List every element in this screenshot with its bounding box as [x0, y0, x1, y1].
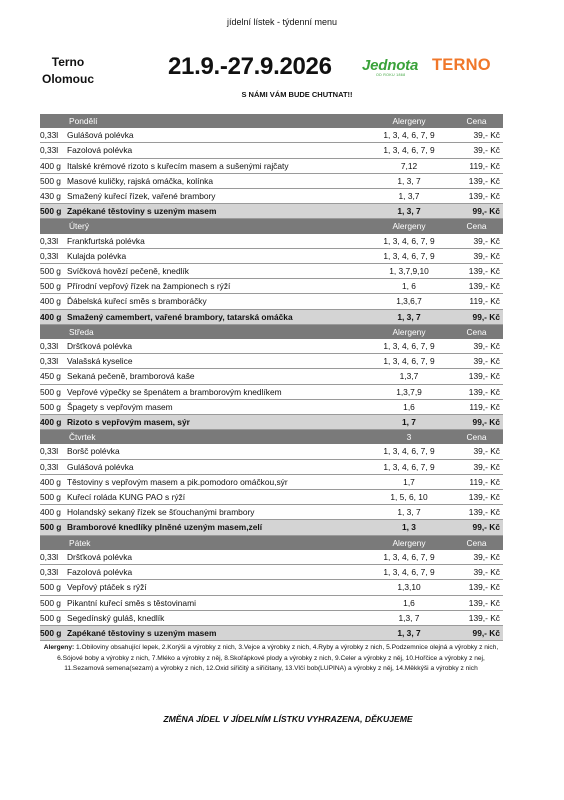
- menu-item-row: [40, 158, 503, 173]
- item-price: 39,- Kč: [453, 354, 503, 369]
- day-header-spacer: [40, 430, 67, 445]
- daily-special-row: [40, 520, 503, 535]
- item-allergens: 1, 3, 4, 6, 7, 9: [365, 444, 453, 459]
- menu-item-row: [40, 294, 503, 309]
- daily-special-row: [40, 204, 503, 219]
- special-allergens: 1, 3: [365, 520, 453, 535]
- day-header: [40, 114, 503, 128]
- item-allergens: 1,6: [365, 399, 453, 414]
- item-price: 139,- Kč: [453, 189, 503, 204]
- item-name: Holandský sekaný řízek se šťouchanými brambory: [67, 505, 365, 520]
- item-allergens: 1, 3, 4, 6, 7, 9: [365, 459, 453, 474]
- special-allergens: 1, 7: [365, 415, 453, 430]
- item-quantity: 0,33l: [40, 234, 67, 249]
- item-name: Fazolová polévka: [67, 143, 365, 158]
- special-price: 99,- Kč: [453, 625, 503, 640]
- weekly-menu-body: [40, 114, 503, 641]
- item-allergens: 1, 3, 4, 6, 7, 9: [365, 354, 453, 369]
- allergens-column-header: Alergeny: [365, 324, 453, 339]
- item-price: 39,- Kč: [453, 339, 503, 354]
- item-quantity: 430 g: [40, 189, 67, 204]
- item-name: Valašská kyselice: [67, 354, 365, 369]
- item-allergens: 1,3,7,9: [365, 384, 453, 399]
- day-name: Pátek: [67, 535, 365, 550]
- item-price: 119,- Kč: [453, 474, 503, 489]
- menu-item-row: [40, 474, 503, 489]
- day-header-spacer: [40, 324, 67, 339]
- special-allergens: 1, 3, 7: [365, 204, 453, 219]
- item-quantity: 500 g: [40, 264, 67, 279]
- daily-special-row: [40, 625, 503, 640]
- item-quantity: 0,33l: [40, 339, 67, 354]
- day-header-spacer: [40, 535, 67, 550]
- special-name: Zapékané těstoviny s uzeným masem: [67, 625, 365, 640]
- item-name: Fazolová polévka: [67, 565, 365, 580]
- item-price: 139,- Kč: [453, 279, 503, 294]
- store-name-line2: Olomouc: [41, 72, 94, 86]
- day-name: Středa: [67, 324, 365, 339]
- menu-item-row: [40, 399, 503, 414]
- item-price: 39,- Kč: [453, 444, 503, 459]
- price-column-header: Cena: [453, 114, 503, 128]
- item-allergens: 1, 3, 4, 6, 7, 9: [365, 248, 453, 263]
- jednota-logo: [362, 57, 418, 77]
- menu-item-row: [40, 189, 503, 204]
- item-price: 139,- Kč: [453, 490, 503, 505]
- item-name: Kulajda polévka: [67, 248, 365, 263]
- item-price: 39,- Kč: [453, 459, 503, 474]
- day-header-spacer: [40, 219, 67, 234]
- allergens-column-header: Alergeny: [365, 535, 453, 550]
- terno-logo: TERNO: [432, 56, 491, 74]
- special-price: 99,- Kč: [453, 520, 503, 535]
- special-quantity: 500 g: [40, 520, 67, 535]
- daily-special-row: [40, 415, 503, 430]
- item-price: 119,- Kč: [453, 158, 503, 173]
- item-quantity: 500 g: [40, 610, 67, 625]
- item-quantity: 450 g: [40, 369, 67, 384]
- item-quantity: 500 g: [40, 384, 67, 399]
- item-name: Přírodní vepřový řízek na žampionech s rýží: [67, 279, 365, 294]
- allergens-column-header: 3: [365, 430, 453, 445]
- item-allergens: 1, 3, 4, 6, 7, 9: [365, 339, 453, 354]
- item-price: 39,- Kč: [453, 234, 503, 249]
- item-quantity: 500 g: [40, 490, 67, 505]
- menu-item-row: [40, 173, 503, 188]
- special-price: 99,- Kč: [453, 309, 503, 324]
- special-price: 99,- Kč: [453, 415, 503, 430]
- item-allergens: 1, 3, 4, 6, 7, 9: [365, 234, 453, 249]
- item-name: Vepřové výpečky se špenátem a bramborovým knedlíkem: [67, 384, 365, 399]
- item-quantity: 500 g: [40, 279, 67, 294]
- item-quantity: 0,33l: [40, 248, 67, 263]
- item-quantity: 500 g: [40, 595, 67, 610]
- item-quantity: 0,33l: [40, 128, 67, 143]
- menu-dates: 21.9.-27.9.2026: [168, 53, 332, 80]
- menu-item-row: [40, 384, 503, 399]
- item-quantity: 400 g: [40, 158, 67, 173]
- item-allergens: 1,7: [365, 474, 453, 489]
- menu-item-row: [40, 610, 503, 625]
- item-name: Frankfurtská polévka: [67, 234, 365, 249]
- menu-item-row: [40, 354, 503, 369]
- item-quantity: 0,33l: [40, 354, 67, 369]
- item-allergens: 1,6: [365, 595, 453, 610]
- item-allergens: 1, 3,7,9,10: [365, 264, 453, 279]
- jednota-logo-subtext: OD ROKU 1868: [376, 73, 406, 77]
- item-allergens: 7,12: [365, 158, 453, 173]
- special-name: Smažený camembert, vařené brambory, tatarská omáčka: [67, 309, 365, 324]
- item-quantity: 500 g: [40, 580, 67, 595]
- item-allergens: 1, 3, 4, 6, 7, 9: [365, 565, 453, 580]
- item-name: Dršťková polévka: [67, 550, 365, 565]
- price-column-header: Cena: [453, 430, 503, 445]
- item-price: 119,- Kč: [453, 399, 503, 414]
- menu-item-row: [40, 264, 503, 279]
- item-name: Gulášová polévka: [67, 459, 365, 474]
- menu-item-row: [40, 490, 503, 505]
- special-allergens: 1, 3, 7: [365, 625, 453, 640]
- item-price: 139,- Kč: [453, 173, 503, 188]
- day-name: Pondělí: [67, 114, 365, 128]
- item-price: 139,- Kč: [453, 369, 503, 384]
- special-quantity: 400 g: [40, 415, 67, 430]
- daily-special-row: [40, 309, 503, 324]
- jednota-logo-text: Jednota: [362, 57, 419, 74]
- menu-item-row: [40, 128, 503, 143]
- item-name: Sekaná pečeně, bramborová kaše: [67, 369, 365, 384]
- item-allergens: 1,3,6,7: [365, 294, 453, 309]
- item-price: 119,- Kč: [453, 294, 503, 309]
- item-name: Masové kuličky, rajská omáčka, kolínka: [67, 173, 365, 188]
- menu-item-row: [40, 248, 503, 263]
- item-quantity: 0,33l: [40, 143, 67, 158]
- special-quantity: 500 g: [40, 625, 67, 640]
- item-price: 139,- Kč: [453, 505, 503, 520]
- item-quantity: 0,33l: [40, 565, 67, 580]
- item-price: 39,- Kč: [453, 128, 503, 143]
- menu-item-row: [40, 444, 503, 459]
- day-header: [40, 430, 503, 445]
- allergen-legend-text: 1.Obiloviny obsahující lepek, 2.Korýši a výrobky z nich, 3.Vejce a výrobky z nich, 4.Ryby a výrobky z nich, 5.Podzemnice olejná a výrobky z nich, 6.Sójové boby a výrobky z nich, 7.Mléko a výrobky z něj, 8.Skořápkové plody a výrobky z nich, 9.Celer a výrobky z něj, 10.Hořčice a výrobky z nej, 11.Sezamová semena(sezam) a výrobky z nich, 12.Oxid siřičitý a siřičitany, 13.Vlčí bob(LUPINA) a výrobky z něj, 14.Měkkýši a výrobky z nich: [57, 644, 499, 673]
- allergens-column-header: Alergeny: [365, 219, 453, 234]
- store-name: [38, 54, 98, 88]
- menu-item-row: [40, 565, 503, 580]
- day-name: Úterý: [67, 219, 365, 234]
- item-price: 139,- Kč: [453, 595, 503, 610]
- item-quantity: 0,33l: [40, 550, 67, 565]
- special-allergens: 1, 3, 7: [365, 309, 453, 324]
- item-allergens: 1, 3, 4, 6, 7, 9: [365, 128, 453, 143]
- item-name: Vepřový ptáček s rýží: [67, 580, 365, 595]
- item-price: 139,- Kč: [453, 384, 503, 399]
- item-quantity: 400 g: [40, 474, 67, 489]
- item-quantity: 400 g: [40, 505, 67, 520]
- item-quantity: 0,33l: [40, 459, 67, 474]
- item-allergens: 1, 3,7: [365, 189, 453, 204]
- day-header: [40, 219, 503, 234]
- item-name: Špagety s vepřovým masem: [67, 399, 365, 414]
- item-name: Smažený kuřecí řízek, vařené brambory: [67, 189, 365, 204]
- menu-item-row: [40, 279, 503, 294]
- item-name: Pikantní kuřecí směs s těstovinami: [67, 595, 365, 610]
- menu-item-row: [40, 234, 503, 249]
- item-price: 139,- Kč: [453, 264, 503, 279]
- menu-item-row: [40, 339, 503, 354]
- item-price: 39,- Kč: [453, 550, 503, 565]
- item-name: Kuřecí roláda KUNG PAO s rýží: [67, 490, 365, 505]
- day-header: [40, 324, 503, 339]
- item-price: 139,- Kč: [453, 580, 503, 595]
- special-quantity: 400 g: [40, 309, 67, 324]
- day-name: Čtvrtek: [67, 430, 365, 445]
- item-name: Boršč polévka: [67, 444, 365, 459]
- item-name: Segedínský guláš, knedlík: [67, 610, 365, 625]
- weekly-menu-table: [40, 114, 503, 641]
- allergens-column-header: Alergeny: [365, 114, 453, 128]
- price-column-header: Cena: [453, 535, 503, 550]
- menu-item-row: [40, 459, 503, 474]
- item-name: Těstoviny s vepřovým masem a pik.pomodoro omáčkou,sýr: [67, 474, 365, 489]
- item-name: Dršťková polévka: [67, 339, 365, 354]
- store-name-line1: Terno: [51, 55, 85, 69]
- menu-item-row: [40, 505, 503, 520]
- item-allergens: 1, 3, 4, 6, 7, 9: [365, 550, 453, 565]
- item-name: Gulášová polévka: [67, 128, 365, 143]
- menu-item-row: [40, 550, 503, 565]
- special-name: Bramborové knedlíky plněné uzeným masem,zelí: [67, 520, 365, 535]
- special-price: 99,- Kč: [453, 204, 503, 219]
- allergen-legend: [40, 643, 502, 675]
- special-quantity: 500 g: [40, 204, 67, 219]
- item-allergens: 1, 3, 4, 6, 7, 9: [365, 143, 453, 158]
- item-allergens: 1,3,7: [365, 369, 453, 384]
- footer-note: ZMĚNA JÍDEL V JÍDELNÍM LÍSTKU VYHRAZENA, DĚKUJEME: [163, 714, 413, 724]
- menu-item-row: [40, 580, 503, 595]
- slogan: S NÁMI VÁM BUDE CHUTNAT!!: [241, 90, 353, 99]
- item-name: Svíčková hovězí pečeně, knedlík: [67, 264, 365, 279]
- item-price: 139,- Kč: [453, 610, 503, 625]
- item-price: 39,- Kč: [453, 248, 503, 263]
- special-name: Rizoto s vepřovým masem, sýr: [67, 415, 365, 430]
- special-name: Zapékané těstoviny s uzeným masem: [67, 204, 365, 219]
- item-quantity: 0,33l: [40, 444, 67, 459]
- allergen-legend-label: Alergeny:: [43, 644, 75, 651]
- item-allergens: 1,3, 7: [365, 610, 453, 625]
- day-header-spacer: [40, 114, 67, 128]
- item-allergens: 1,3,10: [365, 580, 453, 595]
- menu-item-row: [40, 143, 503, 158]
- price-column-header: Cena: [453, 324, 503, 339]
- item-allergens: 1, 6: [365, 279, 453, 294]
- item-name: Italské krémové rizoto s kuřecím masem a sušenými rajčaty: [67, 158, 365, 173]
- top-note: jídelní lístek - týdenní menu: [226, 17, 338, 27]
- item-allergens: 1, 3, 7: [365, 505, 453, 520]
- item-price: 39,- Kč: [453, 143, 503, 158]
- item-allergens: 1, 3, 7: [365, 173, 453, 188]
- price-column-header: Cena: [453, 219, 503, 234]
- item-quantity: 400 g: [40, 294, 67, 309]
- day-header: [40, 535, 503, 550]
- item-name: Ďábelská kuřecí směs s bramboráčky: [67, 294, 365, 309]
- menu-item-row: [40, 595, 503, 610]
- menu-item-row: [40, 369, 503, 384]
- item-quantity: 500 g: [40, 173, 67, 188]
- item-allergens: 1, 5, 6, 10: [365, 490, 453, 505]
- item-price: 39,- Kč: [453, 565, 503, 580]
- item-quantity: 500 g: [40, 399, 67, 414]
